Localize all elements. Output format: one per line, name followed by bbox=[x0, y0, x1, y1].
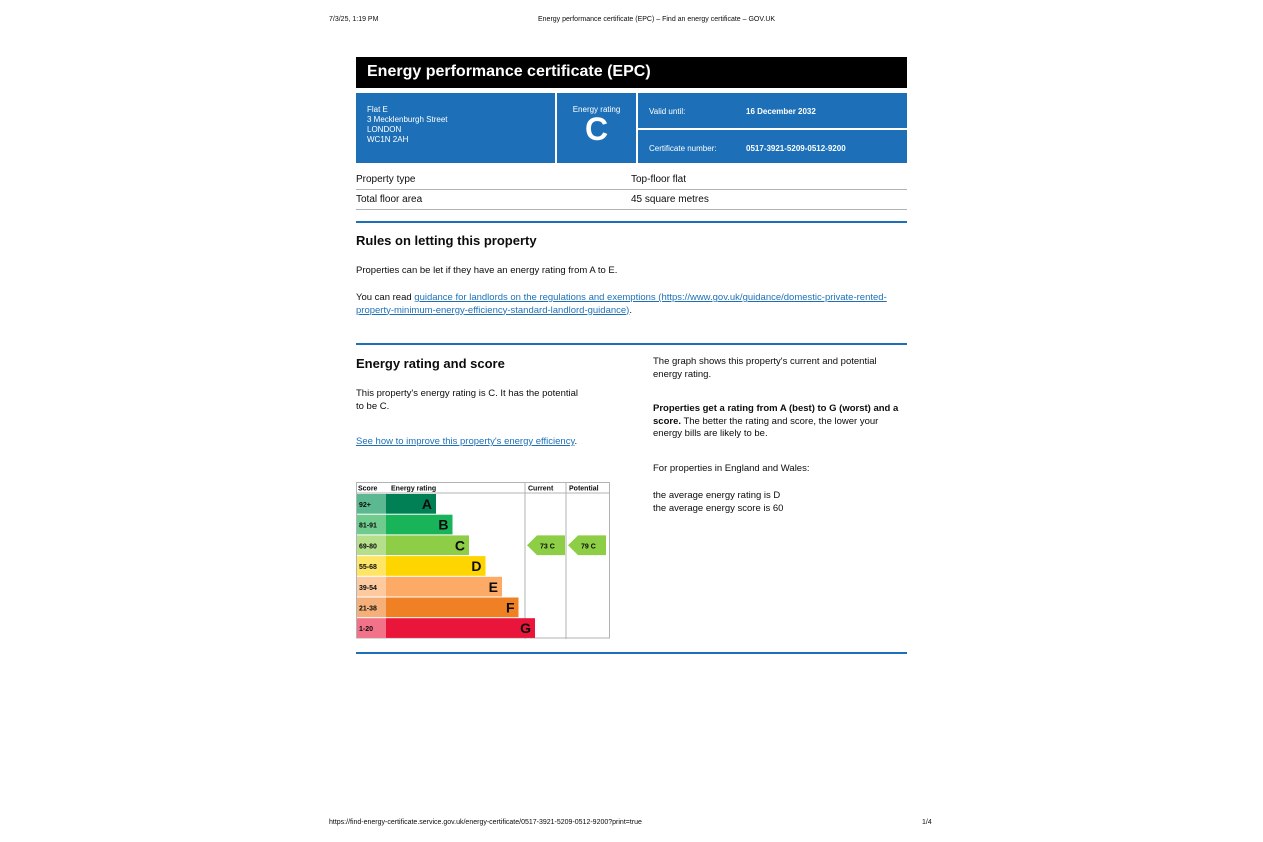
letting-heading: Rules on letting this property bbox=[356, 233, 537, 248]
section-divider bbox=[356, 221, 907, 223]
band-score-label: 69-80 bbox=[359, 543, 377, 551]
section-divider bbox=[356, 343, 907, 345]
print-page-number: 1/4 bbox=[922, 819, 932, 826]
band-letter-a: A bbox=[421, 496, 432, 512]
current-rating-arrow-label: 73 C bbox=[540, 543, 555, 551]
graph-description: The graph shows this property's current and potential energy rating. bbox=[653, 356, 877, 380]
band-score-label: 39-54 bbox=[359, 584, 377, 592]
address-box bbox=[356, 93, 555, 163]
certificate-number-box bbox=[638, 130, 907, 163]
energy-rating-label: Energy rating bbox=[572, 105, 621, 114]
band-bar-g bbox=[386, 618, 535, 638]
print-datetime: 7/3/25, 1:19 PM bbox=[329, 16, 379, 23]
address-line-3: LONDON bbox=[367, 125, 402, 134]
property-type-label: Property type bbox=[356, 174, 416, 185]
potential-header: Potential bbox=[569, 485, 599, 493]
property-type-value: Top-floor flat bbox=[631, 174, 687, 185]
average-rating: the average energy rating is D bbox=[653, 490, 781, 501]
average-score: the average energy score is 60 bbox=[653, 503, 784, 514]
band-bar-f bbox=[386, 598, 519, 618]
energy-para-1: This property's energy rating is C. It has the potential to be C. bbox=[356, 388, 579, 412]
rating-explanation-bold: Properties get a rating from A (best) to G (worst) and a score. bbox=[653, 403, 899, 427]
print-page-title: Energy performance certificate (EPC) – Find an energy certificate – GOV.UK bbox=[538, 16, 776, 23]
improve-link-suffix: . bbox=[574, 436, 578, 447]
improve-efficiency-link[interactable]: See how to improve this property's energy efficiency bbox=[356, 436, 575, 447]
rating-explanation-rest: The better the rating and score, the lower your energy bills are likely to be. bbox=[653, 415, 879, 439]
energy-rating-chart bbox=[356, 482, 610, 639]
band-letter-e: E bbox=[488, 578, 498, 595]
valid-until-box bbox=[638, 93, 907, 128]
valid-until-label: Valid until: bbox=[649, 107, 686, 116]
england-wales-intro: For properties in England and Wales: bbox=[653, 463, 810, 474]
band-letter-b: B bbox=[438, 516, 449, 533]
band-letter-f: F bbox=[505, 599, 515, 616]
score-header: Score bbox=[358, 485, 378, 493]
certificate-number-label: Certificate number: bbox=[649, 144, 717, 153]
floor-area-row bbox=[356, 190, 907, 210]
address-line-2: 3 Mecklenburgh Street bbox=[367, 115, 448, 124]
band-score-label: 1-20 bbox=[359, 626, 374, 634]
floor-area-label: Total floor area bbox=[356, 194, 423, 205]
letting-para-1: Properties can be let if they have an energy rating from A to E. bbox=[356, 265, 618, 276]
energy-rating-header: Energy rating bbox=[391, 485, 437, 493]
band-score-label: 21-38 bbox=[359, 605, 377, 613]
energy-heading: Energy rating and score bbox=[356, 356, 505, 371]
band-score-label: 55-68 bbox=[359, 564, 377, 572]
address-line-1: Flat E bbox=[367, 105, 388, 114]
letting-para-2 bbox=[356, 292, 896, 317]
landlord-guidance-link[interactable]: guidance for landlords on the regulations and exemptions (https://www.gov.uk/guidance/domestic-private-rented-property-minimum-energy-efficiency-standard-landlord-guidance) bbox=[356, 292, 887, 316]
band-score-label: 81-91 bbox=[359, 522, 377, 530]
letting-para-2-prefix: You can read bbox=[356, 292, 415, 303]
rating-explanation bbox=[653, 403, 907, 441]
letting-para-2-suffix: . bbox=[629, 304, 632, 316]
band-letter-c: C bbox=[454, 537, 465, 554]
print-url: https://find-energy-certificate.service.gov.uk/energy-certificate/0517-3921-5209-0512-9200?print=true bbox=[329, 819, 642, 826]
energy-rating-letter: C bbox=[584, 111, 609, 147]
valid-until-value: 16 December 2032 bbox=[746, 107, 816, 116]
band-letter-g: G bbox=[520, 620, 531, 637]
section-divider bbox=[356, 652, 907, 654]
band-score-label: 92+ bbox=[359, 502, 371, 509]
address-line-4: WC1N 2AH bbox=[367, 135, 409, 144]
energy-rating-box bbox=[557, 93, 636, 163]
floor-area-value: 45 square metres bbox=[631, 194, 709, 205]
band-letter-d: D bbox=[471, 558, 482, 575]
improve-link-para bbox=[356, 436, 586, 449]
current-header: Current bbox=[528, 485, 554, 493]
potential-rating-arrow-label: 79 C bbox=[581, 543, 596, 551]
band-bar-e bbox=[386, 577, 502, 597]
certificate-title: Energy performance certificate (EPC) bbox=[356, 57, 907, 88]
certificate-number-value: 0517-3921-5209-0512-9200 bbox=[746, 144, 846, 153]
property-type-row bbox=[356, 170, 907, 190]
